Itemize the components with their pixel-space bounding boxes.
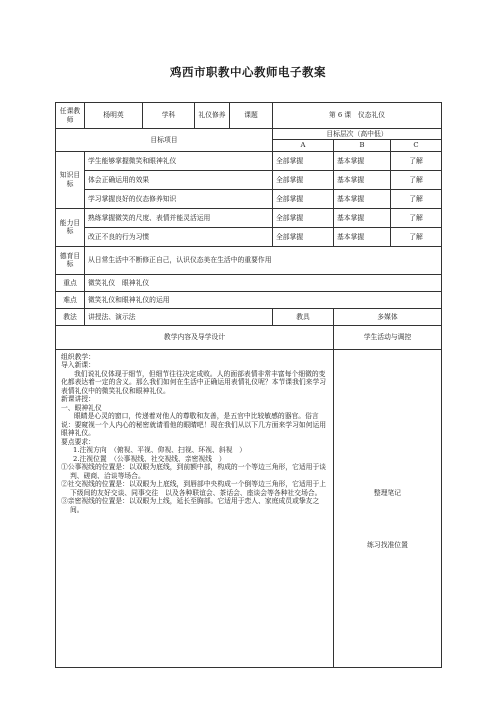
goal-row: [56, 227, 442, 246]
content-line: 2.注视位置 （公事视线、社交视线、亲密视线 ）: [73, 454, 226, 463]
content-item: ②社交视线的位置是：以双眼为上底线，到唇部中央构成一个倒等边三角形，它适用于上下级间的友好交谈、同事交往 以及各种联谊会、茶话会、座谈会等各种社交场合。: [61, 480, 327, 497]
goal-row: [56, 189, 442, 208]
goal-level-c: 了解: [391, 227, 442, 246]
teacher-name: 杨明英: [85, 103, 143, 129]
goal-row: [56, 170, 442, 189]
content-line: 组织教学：: [61, 352, 95, 361]
lesson-plan-table: [55, 102, 442, 668]
goal-row: [56, 151, 442, 170]
goal-text: 熟练掌握微笑的尺度、表情并能灵活运用: [85, 208, 273, 227]
knowledge-goal-label: 知识目标: [56, 151, 85, 208]
subject-value: 礼仪修养: [195, 103, 230, 129]
goal-level-b: 基本掌握: [334, 170, 391, 189]
content-body-row: [56, 349, 442, 667]
method-label: 教法: [56, 308, 85, 325]
side-header: 学生活动与调控: [334, 325, 442, 349]
goal-level-b: 基本掌握: [334, 227, 391, 246]
goal-row: [56, 208, 442, 227]
key-point-text: 微笑礼仪 眼神礼仪: [85, 274, 442, 291]
goal-text: 学生能够掌握微笑和眼神礼仪: [85, 151, 273, 170]
level-b: B: [334, 140, 391, 151]
key-point-label: 重点: [56, 274, 85, 291]
content-heading: 一、眼神礼仪: [61, 403, 102, 412]
goal-level-c: 了解: [391, 208, 442, 227]
content-paragraph: 眼睛是心灵的窗口，传递着对他人的尊敬和友善，是五官中比较敏感的器官。俗言说：要窥视一个人内心的秘密就请看他的眼睛吧！现在我们从以下几方面来学习如何运用眼神礼仪。: [61, 412, 327, 438]
content-line: 1.注视方向 （俯视、平视、仰视、扫视、环视、斜视 ）: [73, 446, 247, 455]
content-line: 要点要求：: [61, 437, 95, 446]
ability-goal-label: 能力目标: [56, 208, 85, 246]
difficulty-label: 难点: [56, 291, 85, 308]
difficulty-text: 微笑礼仪和眼神礼仪的运用: [85, 291, 442, 308]
teacher-label: 任课教师: [56, 103, 85, 129]
goal-level-b: 基本掌握: [334, 208, 391, 227]
key-point-row: [56, 274, 442, 291]
content-body: [56, 349, 334, 667]
goal-level-a: 全部掌握: [273, 208, 334, 227]
goal-level-c: 了解: [391, 170, 442, 189]
goal-level-c: 了解: [391, 151, 442, 170]
content-item: ③亲密视线的位置是：以双眼为上线，延长至胸部。它适用于恋人、家庭成员或挚友之间。: [61, 497, 320, 514]
goal-text: 体会正确运用的效果: [85, 170, 273, 189]
page-title: 鸡西市职教中心教师电子教案: [170, 65, 326, 79]
tools-label: 教具: [273, 308, 334, 325]
goal-level-b: 基本掌握: [334, 189, 391, 208]
activity-note: 整理笔记: [373, 488, 402, 497]
content-header-row: [56, 325, 442, 349]
lesson-title: 第 6 课 仪态礼仪: [273, 103, 442, 129]
goal-text: 学习掌握良好的仪态修养知识: [85, 189, 273, 208]
content-line: 导入新课：: [61, 361, 95, 370]
level-a: A: [273, 140, 334, 151]
goal-text: 改正不良的行为习惯: [85, 227, 273, 246]
content-paragraph: 我们说礼仪体现于细节，但细节往往决定成败。人的面部表情非常丰富每个细微的变化都表达着一定的含义。那么我们如何在生活中正确运用表情礼仪呢？本节课我们来学习表情礼仪中的微笑礼仪和眼神礼仪。: [61, 369, 327, 395]
goal-level-a: 全部掌握: [273, 151, 334, 170]
content-line: 新课讲授：: [61, 395, 95, 404]
moral-goal-text: 从日常生活中不断修正自己，认识仪态美在生活中的重要作用: [85, 246, 442, 274]
subject-label: 学科: [143, 103, 195, 129]
goal-level-a: 全部掌握: [273, 189, 334, 208]
content-header: 教学内容及导学设计: [56, 325, 334, 349]
content-item: ①公事视线的位置是：以双眼为底线，到前额中部，构成的一个等边三角形，它适用于谈判、磋商、洽谈等场合。: [61, 463, 327, 480]
method-text: 讲授法、演示法: [85, 308, 273, 325]
moral-row: [56, 246, 442, 274]
goal-level-c: 了解: [391, 189, 442, 208]
goal-items-header: 目标项目: [56, 129, 273, 152]
lesson-label: 课题: [230, 103, 273, 129]
goal-level-b: 基本掌握: [334, 151, 391, 170]
goal-level-a: 全部掌握: [273, 227, 334, 246]
level-c: C: [391, 140, 442, 151]
difficulty-row: [56, 291, 442, 308]
moral-goal-label: 德育目标: [56, 246, 85, 274]
student-activity: [334, 349, 442, 667]
method-row: [56, 308, 442, 325]
goal-level-header: 目标层次（高中低）: [273, 129, 442, 140]
header-row: [56, 103, 442, 129]
activity-note: 练习找准位置: [367, 541, 408, 550]
goal-level-a: 全部掌握: [273, 170, 334, 189]
tools-value: 多媒体: [334, 308, 442, 325]
